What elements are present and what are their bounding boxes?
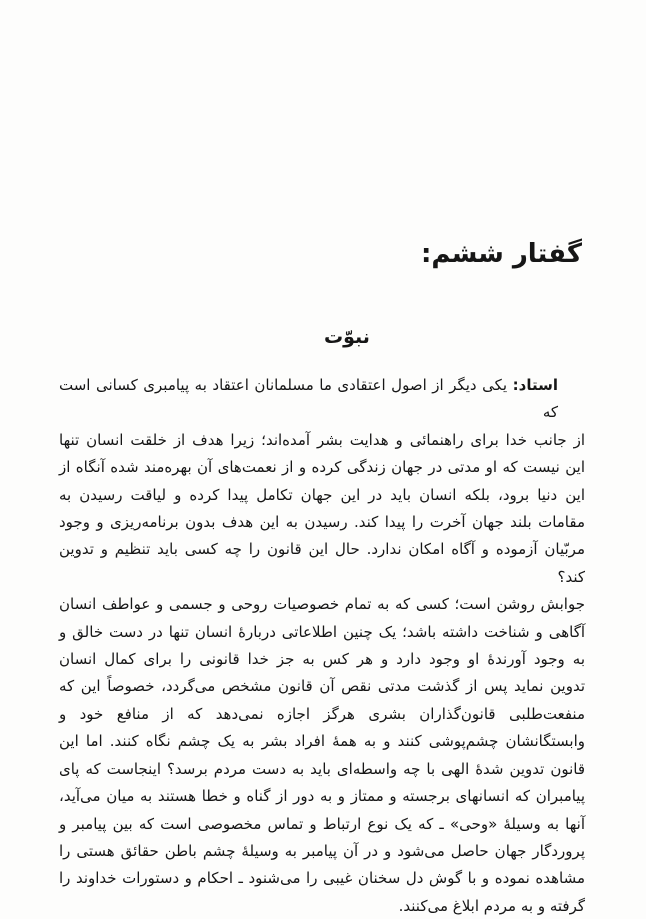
speaker-label: استاد: — [512, 376, 558, 394]
text-line — [59, 372, 585, 427]
text-line: از جانب خدا برای راهنمائی و هدایت بشر آمده‌اند؛ زیرا هدف از خلقت انسان تنها — [59, 430, 585, 449]
first-line-text: یکی دیگر از اصول اعتقادی ما مسلمانان اعتقاد به پیامبری کسانی است که — [59, 376, 558, 422]
text-line: پیامبران که انسانهای برجسته و ممتاز و به دور از گناه و خطا هستند به میان می‌آید، — [59, 787, 585, 806]
text-line: مشاهده نموده و با گوش دل سخنان غیبی را می‌شنود ـ احکام و دستورات خداوند را — [59, 869, 585, 888]
text-line: مربّیان آزموده و آگاه امکان ندارد. حال این قانون را چه کسی باید تنظیم و تدوین کند؟ — [59, 540, 585, 586]
text-line: آگاهی و شناخت داشته باشد؛ یک چنین اطلاعاتی دربارهٔ انسان تنها در دست خالق و — [59, 622, 585, 641]
text-line: قانون تدوین شدهٔ الهی با چه واسطه‌ای باید به دست مردم برسد؟ اینجاست که پای — [59, 759, 585, 778]
text-line: پروردگار جهان حاصل می‌شود و در آن پیامبر به وسیلهٔ چشم باطن حقائق هستی را — [59, 841, 585, 860]
text-line: جوابش روشن است؛ کسی که به تمام خصوصیات روحی و جسمی و عواطف انسان — [59, 595, 585, 614]
text-line: وابستگانشان چشم‌پوشی کنند و به همهٔ افراد بشر به یک چشم نگاه کنند. اما این — [59, 732, 585, 751]
chapter-heading: گفتار ششم: — [420, 239, 582, 269]
text-line: این دنیا برود، بلکه انسان باید در این جهان تکامل پیدا کرده و لیاقت رسیدن به — [59, 485, 585, 504]
section-title: نبوّت — [324, 326, 370, 348]
text-line: تدوین نماید پس از گذشت مدتی نقص آن قانون مشخص می‌گردد، خصوصاً این که — [59, 677, 585, 696]
text-line: به وجود آورندهٔ او وجود دارد و هر کس به جز خدا قانونی را برای کمال انسان — [59, 650, 585, 669]
text-line: منفعت‌طلبی قانون‌گذاران بشری هرگز اجازه نمی‌دهد که از منافع خود و — [59, 704, 585, 723]
body-paragraph — [59, 372, 585, 919]
text-line: آنها به وسیلهٔ «وحی» ـ که یک نوع ارتباط و تماس مخصوصی است که بین پیامبر و — [59, 814, 585, 833]
text-line: گرفته و به مردم ابلاغ می‌کنند. — [398, 896, 585, 915]
text-line: مقامات بلند جهان آخرت را پیدا کند. رسیدن به این هدف بدون برنامه‌ریزی و وجود — [59, 513, 585, 532]
text-line: این نیست که او مدتی در جهان زندگی کرده و از نعمت‌های آن بهره‌مند شده آنگاه از — [59, 458, 585, 477]
